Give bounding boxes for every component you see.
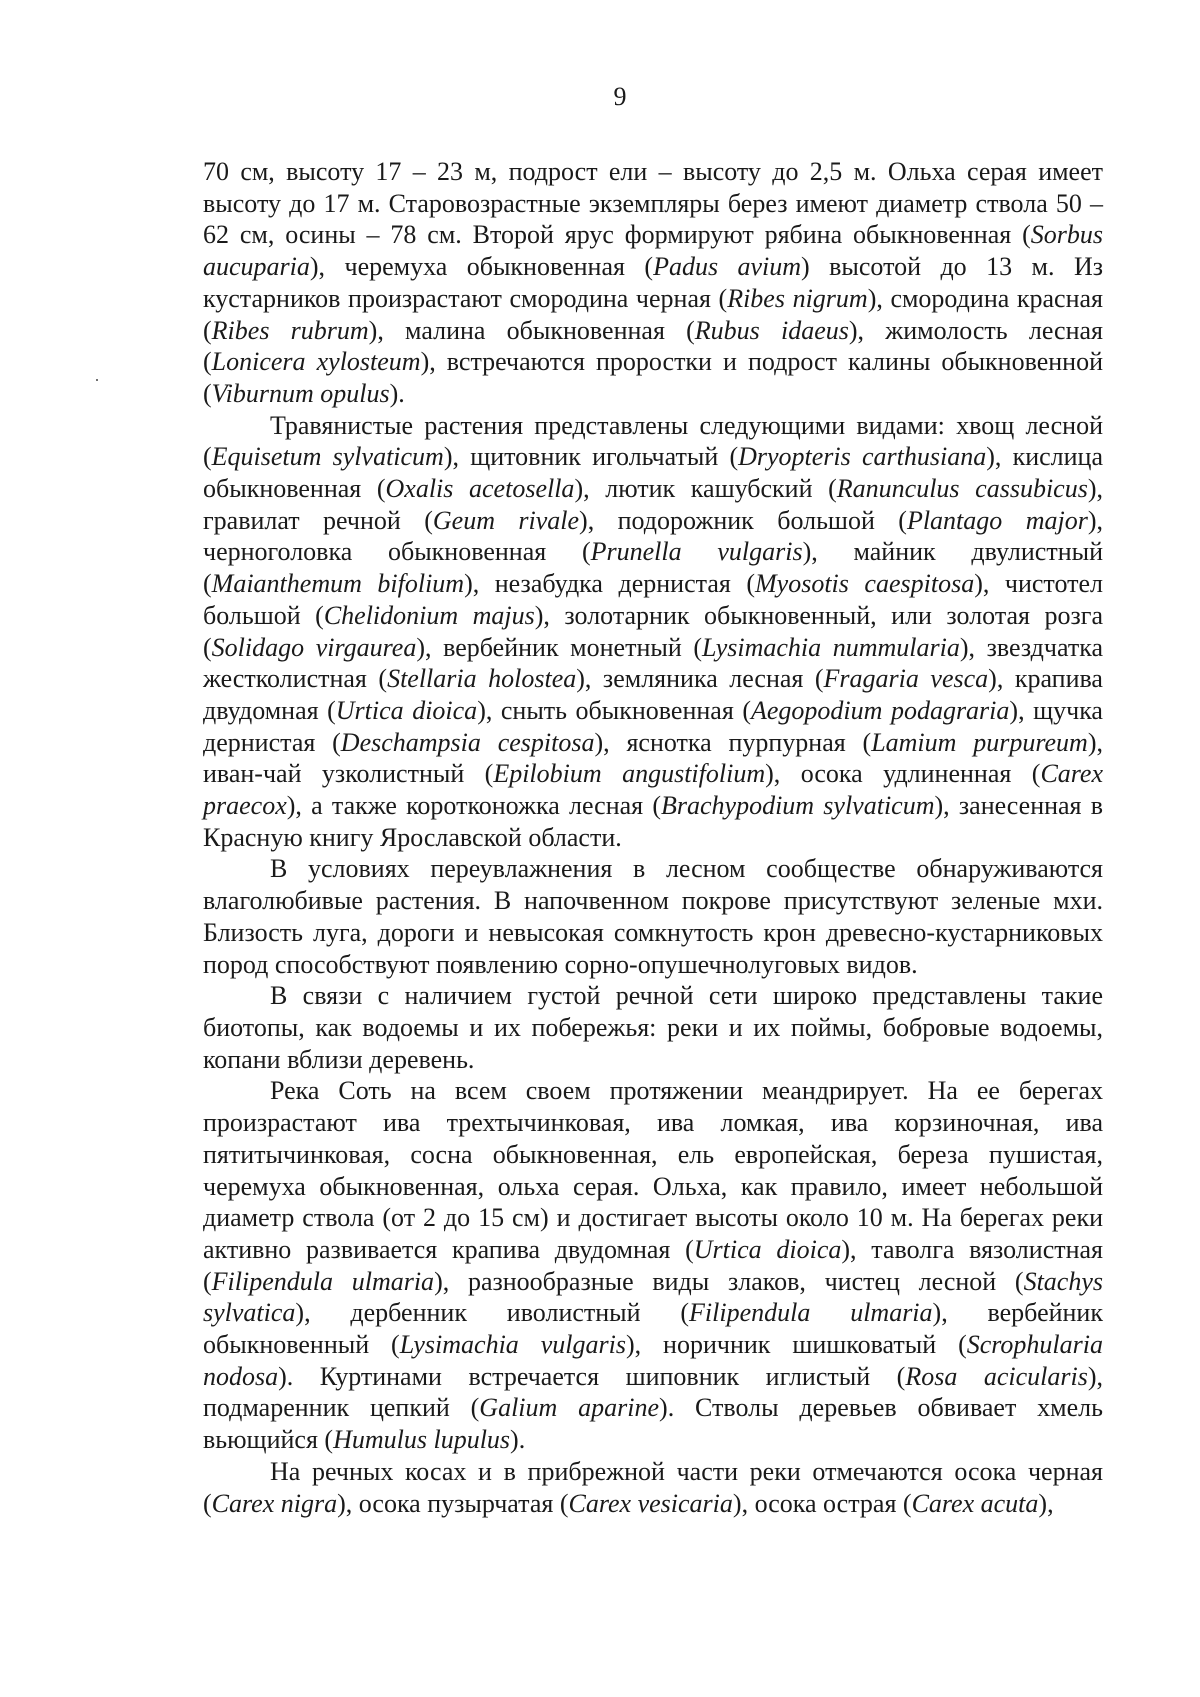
text-run: ), подмаренник цепкий (	[203, 1361, 1103, 1423]
paragraph	[203, 1075, 1103, 1455]
species-latin-name: Oxalis acetosella	[385, 474, 575, 504]
species-latin-name: Sorbus aucuparia	[203, 220, 1103, 282]
species-latin-name: Rosa acicularis	[905, 1361, 1088, 1391]
text-run: ) высотой до 13 м. Из кустарников произрастают смородина черная (	[203, 252, 1103, 313]
species-latin-name: Plantago major	[906, 505, 1088, 535]
species-latin-name: Ranunculus cassubicus	[836, 474, 1088, 504]
text-run: ). Куртинами встречается шиповник иглистый (	[278, 1361, 906, 1391]
species-latin-name: Maianthemum bifolium	[211, 569, 465, 599]
species-latin-name: Ribes rubrum	[211, 315, 369, 345]
species-latin-name: Carex nigra	[211, 1488, 338, 1518]
text-run: ), сныть обыкновенная (	[477, 695, 751, 725]
species-latin-name: Chelidonium majus	[323, 600, 535, 630]
species-latin-name: Geum rivale	[432, 505, 580, 535]
text-run: ), а также коротконожка лесная (	[286, 791, 661, 821]
text-run: ), малина обыкновенная (	[368, 315, 695, 345]
species-latin-name: Stellaria holostea	[387, 664, 577, 694]
text-run: Травянистые растения представлены следующими видами: хвощ лесной (	[203, 410, 1103, 472]
species-latin-name: Viburnum opulus	[211, 378, 390, 408]
text-run: ), майник двулистный (	[203, 537, 1103, 599]
text-run: ), подорожник большой (	[579, 505, 907, 535]
text-run: ), смородина красная (	[203, 283, 1104, 345]
text-run: ), гравилат речной (	[203, 474, 1103, 535]
species-latin-name: Prunella vulgaris	[590, 537, 803, 567]
species-latin-name: Stachys sylvatica	[203, 1266, 1103, 1328]
species-latin-name: Aegopodium podagraria	[750, 695, 1010, 725]
text-run: ),	[1038, 1488, 1054, 1518]
text-run: ).	[389, 378, 405, 408]
species-latin-name: Lonicera xylosteum	[211, 347, 421, 377]
text-run: В условиях переувлажнения в лесном сообществе обнаруживаются влаголюбивые растения. В напочвенном покрове присутствуют зеленые мхи. Близость луга, дороги и невысокая сомкнутость крон древесно-кустарниковых пород способствуют появлению сорно-опушечнолуговых видов.	[203, 854, 1103, 979]
text-run: ), черноголовка обыкновенная (	[203, 505, 1103, 567]
species-latin-name: Humulus lupulus	[333, 1425, 511, 1455]
text-run: ), жимолость лесная (	[203, 315, 1103, 377]
text-run: В связи с наличием густой речной сети широко представлены такие биотопы, как водоемы и их побережья: реки и их поймы, бобровые водоемы, копани вблизи деревень.	[203, 981, 1103, 1074]
paragraph	[203, 853, 1103, 980]
paragraph	[203, 1456, 1103, 1519]
text-run: ), звездчатка жестколистная (	[203, 632, 1103, 694]
text-run: ), крапива двудомная (	[203, 664, 1103, 725]
text-run: 70 см, высоту 17 – 23 м, подрост ели – высоту до 2,5 м. Ольха серая имеет высоту до 17 м. Старовозрастные экземпляры берез имеют диаметр ствола 50 – 62 см, осины – 78 см. Второй ярус формируют рябина обыкновенная (	[203, 157, 1103, 250]
paragraph	[203, 410, 1103, 854]
species-latin-name: Solidago virgaurea	[211, 632, 417, 662]
text-run: ), вербейник монетный (	[416, 632, 703, 662]
species-latin-name: Ribes nigrum	[727, 283, 868, 313]
species-latin-name: Urtica dioica	[693, 1234, 842, 1264]
text-run: ), земляника лесная (	[576, 664, 824, 694]
species-latin-name: Equisetum sylvaticum	[211, 442, 444, 472]
text-run: ), встречаются проростки и подрост калины обыкновенной (	[203, 347, 1103, 408]
species-latin-name: Brachypodium sylvaticum	[661, 791, 935, 821]
species-latin-name: Dryopteris carthusiana	[738, 442, 987, 472]
species-latin-name: Rubus idaeus	[694, 315, 849, 345]
species-latin-name: Galium aparine	[479, 1393, 660, 1423]
species-latin-name: Lamium purpureum	[871, 727, 1088, 757]
text-run: ), разнообразные виды злаков, чистец лесной (	[434, 1266, 1024, 1296]
text-run: ), иван-чай узколистный (	[203, 727, 1103, 789]
text-run: ), норичник шишковатый (	[625, 1330, 967, 1360]
species-latin-name: Lysimachia vulgaris	[399, 1330, 626, 1360]
species-latin-name: Lysimachia nummularia	[702, 632, 960, 662]
scan-speck	[96, 379, 98, 381]
species-latin-name: Deschampsia cespitosa	[340, 727, 595, 757]
species-latin-name: Scrophularia nodosa	[203, 1330, 1103, 1391]
text-run: ), осока острая (	[732, 1488, 912, 1518]
species-latin-name: Carex vesicaria	[568, 1488, 733, 1518]
text-run: ), осока пузырчатая (	[337, 1488, 569, 1518]
text-run: ), незабудка дернистая (	[464, 569, 756, 599]
species-latin-name: Carex praecox	[203, 759, 1104, 821]
species-latin-name: Urtica dioica	[335, 695, 478, 725]
species-latin-name: Filipendula ulmaria	[211, 1266, 435, 1296]
text-run: ). Стволы деревьев обвивает хмель вьющийся (	[203, 1393, 1103, 1455]
text-run: ), щучка дернистая (	[203, 695, 1103, 757]
paragraph	[203, 156, 1103, 410]
text-run: Река Соть на всем своем протяжении меандрирует. На ее берегах произрастают ива трехтычинковая, ива ломкая, ива корзиночная, ива пятитычинковая, сосна обыкновенная, ель европейская, береза пушистая, черемуха обыкновенная, ольха серая. Ольха, как правило, имеет небольшой диаметр ствола (от 2 до 15 см) и достигает высоты около 10 м. На берегах реки активно развивается крапива двудомная (	[203, 1076, 1103, 1264]
text-run: ), осока удлиненная (	[765, 759, 1041, 789]
text-run: На речных косах и в прибрежной части реки отмечаются осока черная (	[203, 1456, 1103, 1518]
species-latin-name: Filipendula ulmaria	[689, 1298, 933, 1328]
text-run: ), щитовник игольчатый (	[443, 442, 739, 472]
paragraph	[203, 980, 1103, 1075]
text-run: ), вербейник обыкновенный (	[203, 1298, 1103, 1360]
text-run: ), яснотка пурпурная (	[594, 727, 872, 757]
text-run: ), дербенник иволистный (	[295, 1298, 690, 1328]
text-run: ), чистотел большой (	[203, 569, 1103, 630]
species-latin-name: Myosotis caespitosa	[755, 569, 975, 599]
species-latin-name: Carex acuta	[911, 1488, 1039, 1518]
text-run: ), золотарник обыкновенный, или золотая розга (	[203, 600, 1103, 662]
text-run: ).	[510, 1425, 526, 1455]
text-run: ), черемуха обыкновенная (	[309, 252, 654, 282]
species-latin-name: Fragaria vesca	[823, 664, 989, 694]
text-run: ), кислица обыкновенная (	[203, 442, 1103, 504]
page-number: 9	[613, 82, 627, 111]
text-run: ), лютик кашубский (	[574, 474, 837, 504]
species-latin-name: Epilobium angustifolium	[493, 759, 766, 789]
body-text	[203, 156, 1103, 1519]
text-run: ), занесенная в Красную книгу Ярославской области.	[203, 791, 1104, 852]
text-run: ), таволга вязолистная (	[203, 1234, 1104, 1296]
species-latin-name: Padus avium	[653, 252, 802, 282]
